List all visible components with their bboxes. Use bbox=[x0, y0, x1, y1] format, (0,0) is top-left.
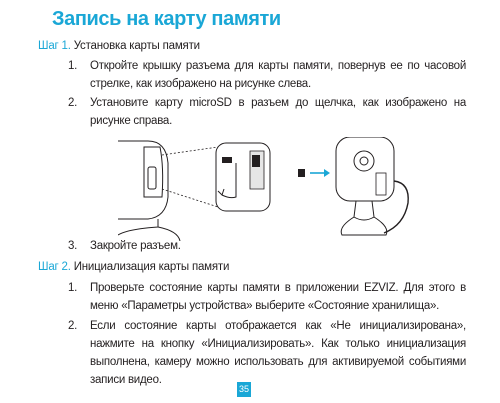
microsd-card-icon bbox=[298, 169, 330, 177]
page-number: 35 bbox=[237, 382, 251, 397]
step-2-item-2 bbox=[68, 317, 466, 389]
item-text: Если состояние карты отображается как «Не инициализирована», нажмите на кнопку «Инициализировать». Как только инициализация выполнена, камеру можно использовать для активируемой событиями записи видео. bbox=[90, 320, 466, 386]
item-number: 3. bbox=[68, 240, 78, 252]
item-text: Установите карту microSD в разъем до щелчка, как изображено на рисунке справа. bbox=[90, 97, 466, 127]
sd-card-installation-illustration bbox=[118, 137, 428, 241]
camera-side-icon bbox=[118, 141, 180, 241]
item-number: 1. bbox=[68, 282, 78, 294]
step-1-item-1 bbox=[68, 57, 466, 93]
step-2-title: Инициализация карты памяти bbox=[73, 261, 230, 273]
page-title: Запись на карту памяти bbox=[52, 8, 281, 30]
step-1-item-3 bbox=[68, 237, 466, 255]
item-text: Откройте крышку разъема для карты памяти, повернув ее по часовой стрелке, как изображено на рисунке слева. bbox=[90, 60, 466, 90]
step-1-label: Шаг 1. bbox=[38, 40, 71, 52]
step-1-title: Установка карты памяти bbox=[73, 40, 200, 52]
item-number: 2. bbox=[68, 97, 78, 109]
item-text: Проверьте состояние карты памяти в приложении EZVIZ. Для этого в меню «Параметры устройства» выберите «Состояние хранилища». bbox=[90, 282, 466, 312]
step-1-heading bbox=[38, 40, 200, 52]
step-1-item-2 bbox=[68, 94, 466, 130]
item-number: 2. bbox=[68, 320, 78, 332]
step-2-heading bbox=[38, 261, 229, 273]
card-slot-icon bbox=[216, 143, 270, 211]
item-number: 1. bbox=[68, 60, 78, 72]
camera-front-icon bbox=[336, 137, 408, 235]
item-text: Закройте разъем. bbox=[90, 240, 181, 252]
step-2-item-1 bbox=[68, 279, 466, 315]
step-2-label: Шаг 2. bbox=[38, 261, 71, 273]
